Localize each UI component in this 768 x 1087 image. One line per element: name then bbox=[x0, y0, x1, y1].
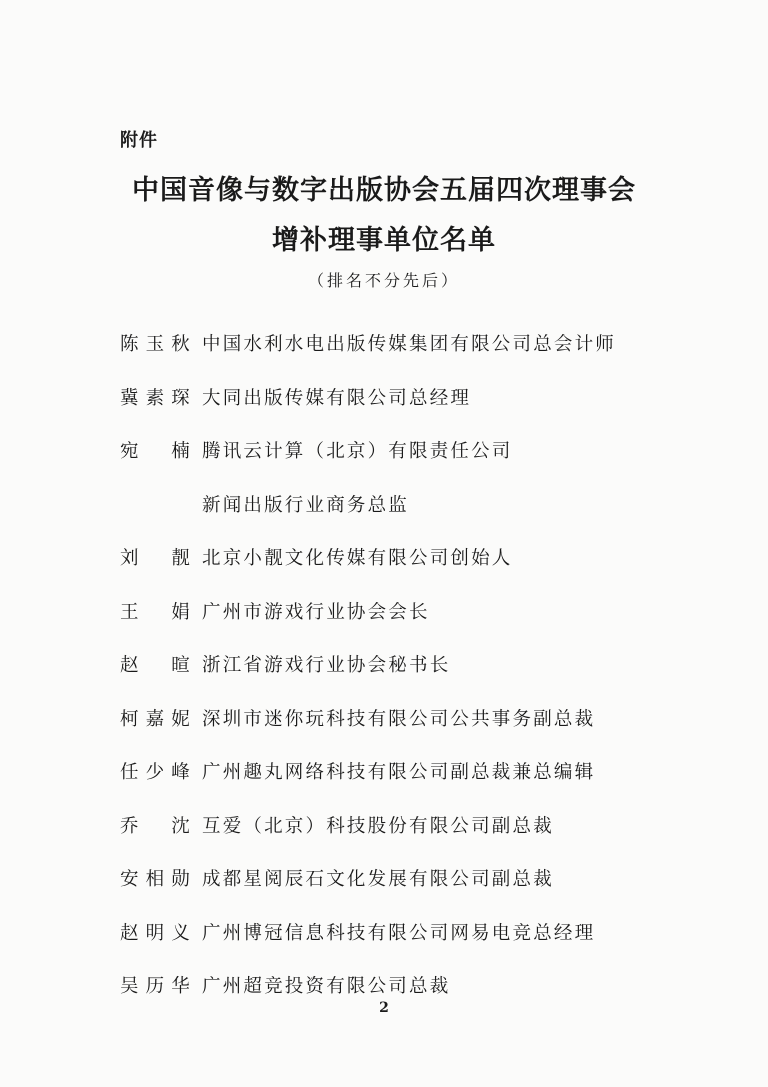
name-character: 琛 bbox=[171, 387, 192, 409]
document-title-line-1: 中国音像与数字出版协会五届四次理事会 bbox=[132, 175, 636, 206]
member-organization: 新闻出版行业商务总监 bbox=[202, 494, 410, 516]
list-item bbox=[120, 544, 680, 598]
name-character: 刘 bbox=[120, 548, 141, 569]
name-character: 玉 bbox=[145, 334, 167, 355]
name-character: 吴 bbox=[120, 976, 141, 997]
list-item bbox=[120, 330, 680, 384]
name-character: 暄 bbox=[171, 655, 192, 676]
member-organization: 大同出版传媒有限公司总经理 bbox=[202, 387, 472, 409]
member-organization: 广州博冠信息科技有限公司网易电竞总经理 bbox=[202, 922, 596, 944]
name-character: 柯 bbox=[120, 708, 141, 730]
name-character: 峰 bbox=[171, 762, 192, 783]
name-character: 勋 bbox=[171, 869, 192, 890]
name-character: 王 bbox=[120, 601, 141, 623]
member-name bbox=[120, 758, 192, 784]
member-organization: 互爱（北京）科技股份有限公司副总裁 bbox=[202, 815, 554, 837]
name-character: 楠 bbox=[171, 441, 192, 462]
member-organization: 腾讯云计算（北京）有限责任公司 bbox=[202, 441, 513, 462]
member-name bbox=[120, 384, 192, 410]
name-character: 赵 bbox=[120, 655, 141, 676]
list-item bbox=[120, 437, 680, 491]
name-character: 赵 bbox=[120, 922, 141, 944]
member-list bbox=[120, 330, 680, 1026]
list-item bbox=[120, 865, 680, 919]
member-name bbox=[120, 437, 192, 463]
list-item bbox=[120, 972, 680, 1026]
page-number: 2 bbox=[379, 1000, 389, 1016]
name-character: 嘉 bbox=[145, 708, 167, 730]
list-item bbox=[120, 705, 680, 759]
attachment-label: 附件 bbox=[120, 130, 158, 151]
document-title-line-2: 增补理事单位名单 bbox=[272, 225, 496, 256]
document-subtitle: （排名不分先后） bbox=[307, 271, 460, 290]
name-character: 娟 bbox=[171, 601, 192, 623]
name-character: 妮 bbox=[171, 708, 192, 730]
member-organization: 北京小靓文化传媒有限公司创始人 bbox=[202, 548, 513, 569]
name-character: 历 bbox=[145, 976, 167, 997]
member-organization: 广州超竞投资有限公司总裁 bbox=[202, 976, 451, 997]
name-character: 素 bbox=[145, 387, 167, 409]
member-organization: 浙江省游戏行业协会秘书长 bbox=[202, 655, 451, 676]
name-character: 乔 bbox=[120, 815, 141, 837]
list-item bbox=[120, 919, 680, 973]
name-character: 秋 bbox=[171, 334, 192, 355]
member-name bbox=[120, 812, 192, 838]
member-name bbox=[120, 598, 192, 624]
member-organization: 广州市游戏行业协会会长 bbox=[202, 601, 430, 623]
list-item bbox=[120, 598, 680, 652]
member-name bbox=[120, 972, 192, 998]
member-name bbox=[120, 330, 192, 356]
name-character: 靓 bbox=[171, 548, 192, 569]
name-character: 宛 bbox=[120, 441, 141, 462]
name-character: 义 bbox=[171, 922, 192, 944]
member-name bbox=[120, 705, 192, 731]
name-character: 任 bbox=[120, 762, 141, 783]
member-name bbox=[120, 865, 192, 891]
member-organization: 中国水利水电出版传媒集团有限公司总会计师 bbox=[202, 334, 617, 355]
member-organization: 深圳市迷你玩科技有限公司公共事务副总裁 bbox=[202, 708, 596, 730]
list-item bbox=[120, 384, 680, 438]
list-item bbox=[120, 812, 680, 866]
name-character: 少 bbox=[145, 762, 167, 783]
list-item bbox=[120, 651, 680, 705]
name-character: 明 bbox=[145, 922, 167, 944]
name-character: 安 bbox=[120, 869, 141, 890]
list-item bbox=[120, 758, 680, 812]
name-character: 华 bbox=[171, 976, 192, 997]
member-organization: 成都星阅辰石文化发展有限公司副总裁 bbox=[202, 869, 554, 890]
member-name bbox=[120, 651, 192, 677]
name-character: 沈 bbox=[171, 815, 192, 837]
name-character: 陈 bbox=[120, 334, 141, 355]
list-item-continuation bbox=[120, 491, 680, 545]
member-organization: 广州趣丸网络科技有限公司副总裁兼总编辑 bbox=[202, 762, 596, 783]
name-character: 冀 bbox=[120, 387, 141, 409]
name-character: 相 bbox=[145, 869, 167, 890]
member-name bbox=[120, 544, 192, 570]
member-name bbox=[120, 919, 192, 945]
